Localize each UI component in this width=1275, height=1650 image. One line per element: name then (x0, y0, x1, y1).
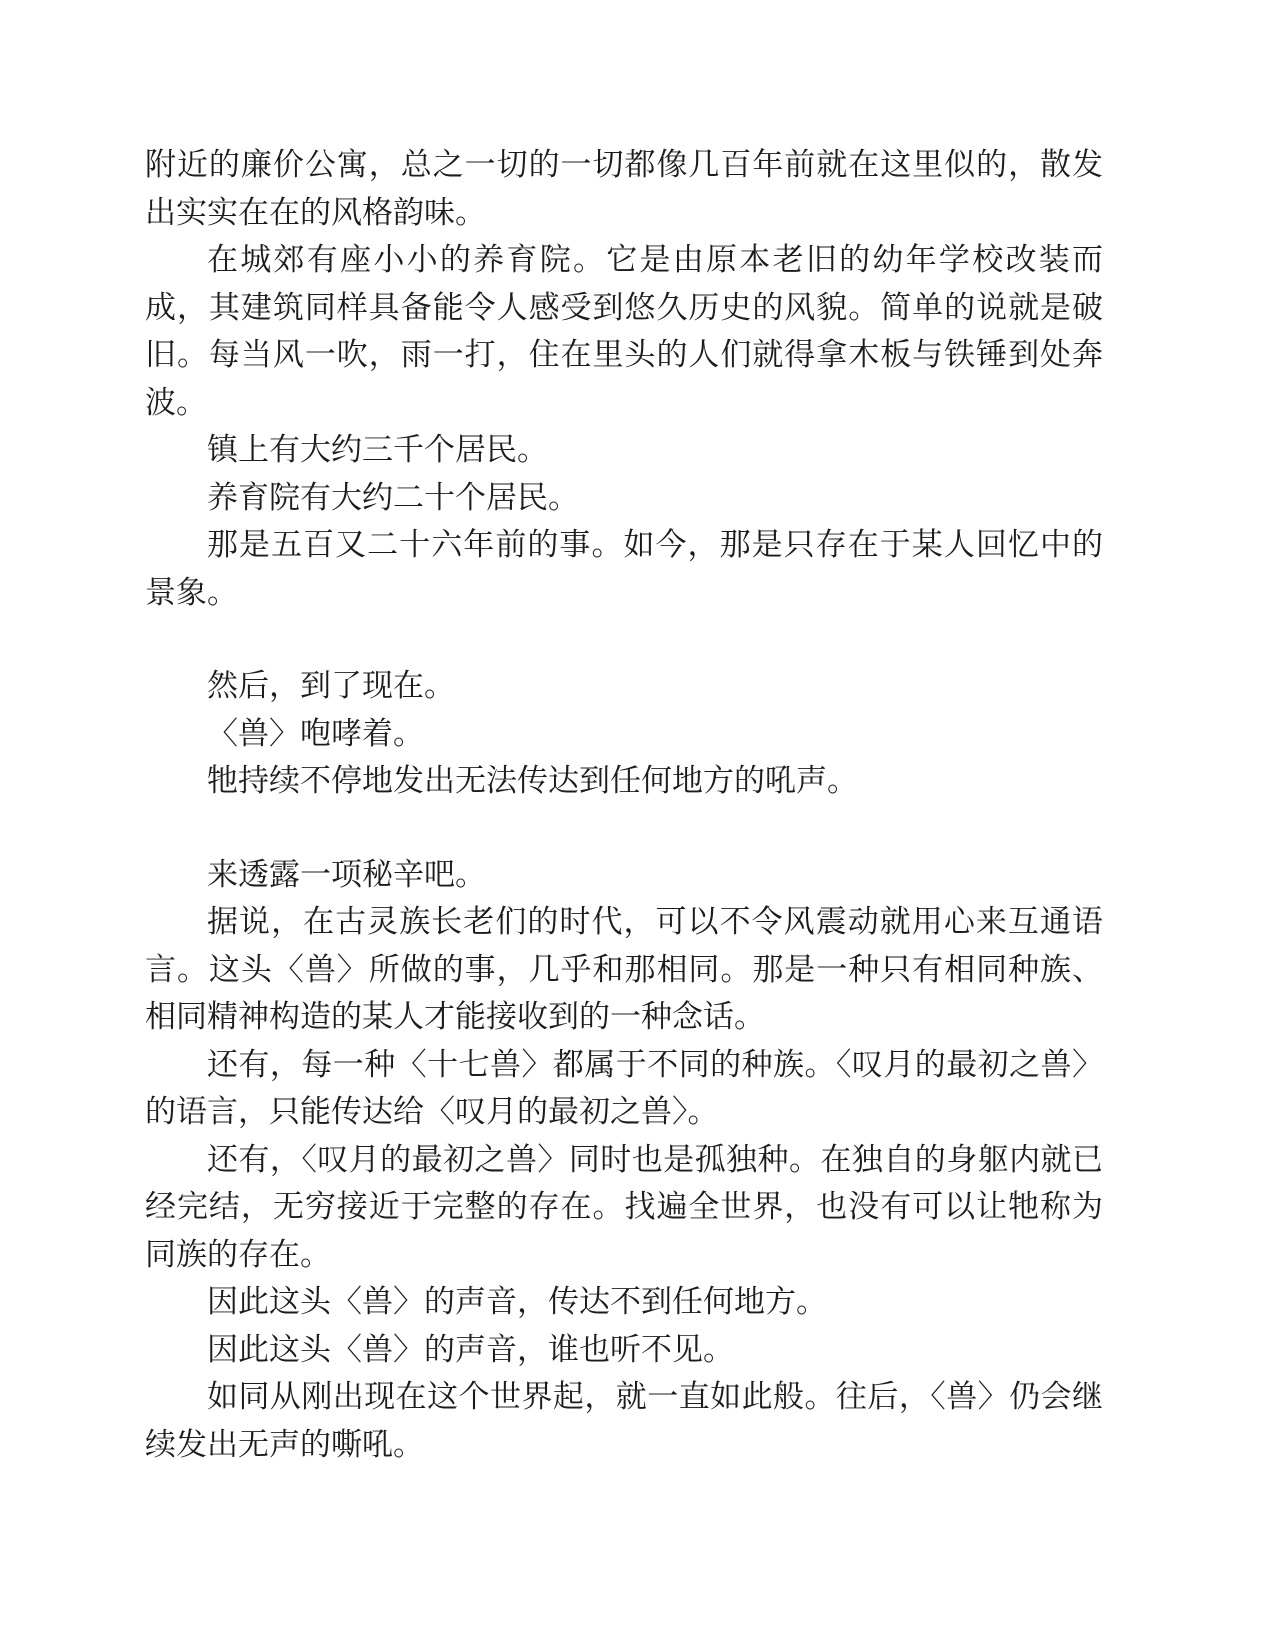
paragraph: 镇上有大约三千个居民。 (207, 432, 548, 467)
paragraph: 来透露一项秘辛吧。 (207, 856, 486, 892)
paragraph: 牠持续不停地发出无法传达到任何地方的吼声。 (207, 763, 858, 798)
paragraph: 然后，到了现在。 (207, 668, 455, 703)
paragraph: 如同从刚出现在这个世界起，就一直如此般。往后，〈兽〉仍会继续发出无声的嘶吼。 (145, 1379, 1103, 1462)
paragraph: 〈兽〉咆哮着。 (207, 715, 424, 751)
paragraph: 附近的廉价公寓，总之一切的一切都像几百年前就在这里似的，散发出实实在在的风格韵味。 (145, 147, 1103, 230)
paragraph: 因此这头〈兽〉的声音，谁也听不见。 (207, 1331, 734, 1367)
paragraph: 因此这头〈兽〉的声音，传达不到任何地方。 (207, 1284, 827, 1319)
paragraph: 在城郊有座小小的养育院。它是由原本老旧的幼年学校改装而成，其建筑同样具备能令人感受到悠久历史的风貌。简单的说就是破旧。每当风一吹，雨一打，住在里头的人们就得拿木板与铁锤到处奔波。 (145, 242, 1103, 420)
paragraph: 还有，每一种〈十七兽〉都属于不同的种族。〈叹月的最初之兽〉的语言，只能传达给〈叹月的最初之兽〉。 (145, 1046, 1103, 1129)
paragraph: 养育院有大约二十个居民。 (207, 479, 579, 515)
paragraph: 据说，在古灵族长老们的时代，可以不令风震动就用心来互通语言。这头〈兽〉所做的事，几乎和那相同。那是一种只有相同种族、相同精神构造的某人才能接收到的一种念话。 (145, 904, 1103, 1034)
paragraph: 那是五百又二十六年前的事。如今，那是只存在于某人回忆中的景象。 (145, 527, 1103, 610)
body-text (145, 141, 1103, 1468)
paragraph: 还有，〈叹月的最初之兽〉同时也是孤独种。在独自的身躯内就已经完结，无穷接近于完整的存在。找遍全世界，也没有可以让牠称为同族的存在。 (145, 1141, 1103, 1272)
